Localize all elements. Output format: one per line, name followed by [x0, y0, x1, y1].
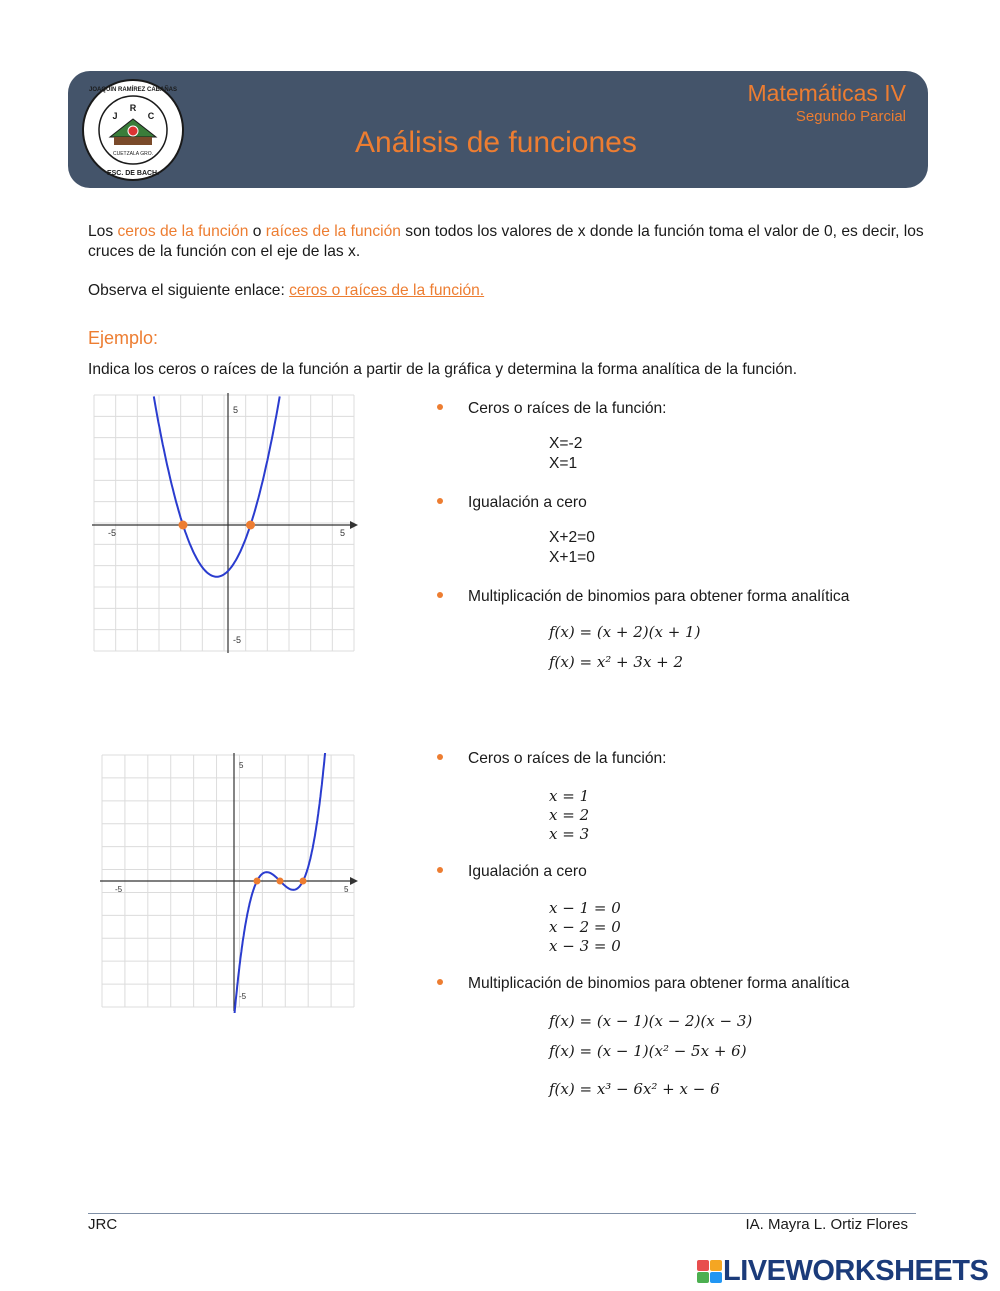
logo-ring-top: JOAQUÍN RAMÍREZ CABAÑAS	[88, 87, 178, 93]
logo-letter-j: J	[112, 111, 118, 121]
example-heading: Ejemplo:	[88, 328, 159, 348]
link-paragraph	[88, 281, 934, 301]
subject-name: Matemáticas IV	[747, 80, 906, 106]
g2-ymin-label: -5	[239, 992, 247, 1001]
formula-2-c: f(x) = x³ − 6x² + x − 6	[549, 1080, 720, 1098]
root-2-a: x = 1	[549, 787, 590, 805]
bullet-roots-1	[437, 400, 667, 418]
parabola-graph	[92, 393, 358, 655]
g2-ymax-label: 5	[239, 761, 244, 770]
formula-1-b: f(x) = x² + 3x + 2	[549, 653, 684, 671]
equation-1-b: X+1=0	[549, 549, 595, 566]
bullet-roots-1-label: Ceros o raíces de la función:	[468, 400, 667, 417]
logo-center-text: CUETZALA GRO.	[112, 151, 154, 157]
logo-letter-r: R	[129, 103, 137, 113]
g1-ymax-label: 5	[233, 405, 239, 415]
root-1-b: X=1	[549, 455, 578, 472]
liveworksheets-brand[interactable]	[697, 1255, 988, 1288]
intro-text-3: son todos los valores de x donde la función toma el valor de 0, es decir, los cruces de la función con el eje de las x.	[88, 223, 924, 260]
formula-2-a: f(x) = (x − 1)(x − 2)(x − 3)	[549, 1012, 753, 1030]
bullet-equal-zero-1-label: Igualación a cero	[468, 494, 587, 511]
cubic-graph	[100, 753, 360, 1013]
g1-ymin-label: -5	[233, 635, 242, 645]
root-2-b: x = 2	[549, 806, 590, 824]
page-title: Análisis de funciones	[355, 126, 637, 159]
footer-author: IA. Mayra L. Ortiz Flores	[745, 1216, 908, 1233]
root-point	[246, 521, 255, 530]
intro-paragraph	[88, 222, 934, 262]
footer-left: JRC	[88, 1216, 118, 1233]
g1-xmin-label: -5	[108, 528, 117, 538]
partial-name: Segundo Parcial	[795, 108, 906, 125]
roots-link[interactable]: ceros o raíces de la función.	[289, 282, 485, 299]
intro-term-zeros: ceros de la función	[117, 223, 249, 240]
bullet-equal-zero-1	[437, 494, 587, 512]
g2-xmin-label: -5	[115, 885, 123, 894]
equation-1-a: X+2=0	[549, 529, 595, 546]
school-logo	[82, 79, 184, 181]
page-header	[68, 71, 928, 188]
bullet-multiply-1-label: Multiplicación de binomios para obtener forma analítica	[468, 588, 850, 605]
equation-2-c: x − 3 = 0	[549, 937, 621, 955]
bullet-roots-2	[437, 750, 667, 768]
root-point	[277, 878, 284, 885]
parabola-curve	[154, 396, 280, 576]
bullet-multiply-1	[437, 588, 849, 606]
footer-divider	[88, 1213, 916, 1214]
liveworksheets-text: LIVEWORKSHEETS	[723, 1255, 989, 1287]
bullet-multiply-2-label: Multiplicación de binomios para obtener forma analítica	[468, 975, 850, 992]
liveworksheets-icon	[697, 1260, 723, 1284]
bullet-multiply-2	[437, 975, 849, 993]
logo-ring-bottom: ESC. DE BACH.	[106, 170, 160, 177]
g2-xmax-label: 5	[344, 885, 349, 894]
bullet-roots-2-label: Ceros o raíces de la función:	[468, 750, 667, 767]
intro-text-1: Los	[88, 223, 118, 240]
equation-2-b: x − 2 = 0	[549, 918, 621, 936]
bullet-equal-zero-2-label: Igualación a cero	[468, 863, 587, 880]
formula-2-b: f(x) = (x − 1)(x² − 5x + 6)	[549, 1042, 747, 1060]
intro-text-2: o	[248, 223, 266, 240]
root-point	[179, 521, 188, 530]
logo-letter-c: C	[147, 111, 155, 121]
root-1-a: X=-2	[549, 435, 583, 452]
root-point	[254, 878, 261, 885]
g1-xmax-label: 5	[340, 528, 346, 538]
intro-term-roots: raíces de la función	[265, 223, 401, 240]
formula-1-a: f(x) = (x + 2)(x + 1)	[549, 623, 701, 641]
example-instruction: Indica los ceros o raíces de la función a partir de la gráfica y determina la forma analítica de la función.	[88, 361, 798, 378]
bullet-equal-zero-2	[437, 863, 587, 881]
equation-2-a: x − 1 = 0	[549, 899, 621, 917]
root-2-c: x = 3	[549, 825, 590, 843]
root-point	[300, 878, 307, 885]
link-prefix: Observa el siguiente enlace:	[88, 282, 290, 299]
